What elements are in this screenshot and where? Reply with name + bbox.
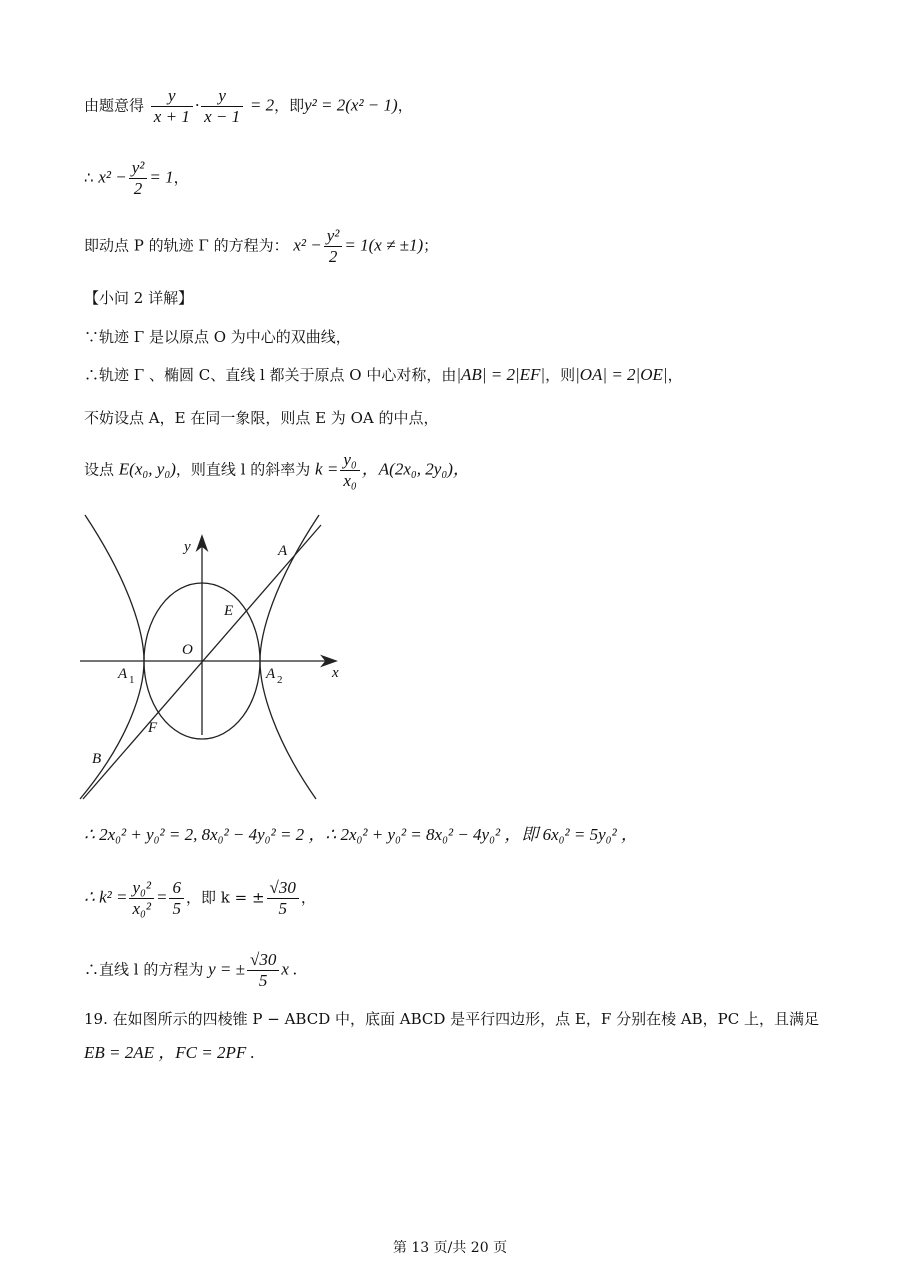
page-footer: 第 13 页/共 20 页 bbox=[392, 1240, 508, 1256]
denominator: 2 bbox=[133, 179, 143, 198]
equation: ∴ k² = bbox=[84, 887, 128, 907]
label-a2: A bbox=[266, 666, 276, 682]
hyperbola-ellipse-figure bbox=[78, 513, 348, 805]
solution2-line2 bbox=[84, 364, 683, 386]
solution1-line2 bbox=[84, 158, 189, 199]
label-a: A bbox=[278, 543, 288, 559]
equation: y = ± bbox=[208, 959, 245, 979]
text: ； bbox=[423, 236, 439, 255]
fraction bbox=[169, 878, 184, 919]
text: 由题意得 bbox=[84, 96, 145, 115]
text: ，则 bbox=[545, 366, 576, 384]
equation: = 2 bbox=[249, 95, 275, 115]
solution2-line7 bbox=[84, 950, 297, 991]
equation: = 1(x ≠ ±1) bbox=[344, 235, 424, 255]
equation: |AB| = 2|EF| bbox=[456, 365, 546, 384]
point-e: E(x₀, y₀) bbox=[118, 459, 176, 479]
text: ， bbox=[173, 168, 189, 187]
text: ∴直线 l 的方程为 bbox=[84, 960, 204, 979]
equation: x² − bbox=[293, 235, 322, 255]
solution2-line4 bbox=[84, 450, 470, 491]
denominator: x₀ bbox=[343, 471, 357, 490]
part2-header: 【小问 2 详解】 bbox=[84, 289, 194, 307]
equation: = 1 bbox=[149, 167, 174, 187]
denominator: x + 1 bbox=[153, 107, 190, 126]
equation: EB = 2AE ，FC = 2PF . bbox=[84, 1043, 255, 1062]
fraction bbox=[324, 226, 343, 267]
label-y: y bbox=[184, 539, 191, 555]
numerator: y bbox=[201, 86, 243, 107]
text: 即动点 P 的轨迹 Γ 的方程为： bbox=[84, 236, 289, 255]
solution2-line6 bbox=[84, 878, 316, 919]
fraction bbox=[129, 158, 148, 199]
equation: ∴ 2x₀² + y₀² = 2, 8x₀² − 4y₀² = 2 ，∴ 2x₀² + y₀² = 8x₀² − 4y₀² ，即 6x₀² = 5y₀² ， bbox=[84, 825, 638, 844]
denominator: x − 1 bbox=[204, 107, 241, 126]
label-e: E bbox=[224, 603, 234, 619]
solution2-line3: 不妨设点 A，E 在同一象限，则点 E 为 OA 的中点， bbox=[84, 409, 439, 427]
equation: x . bbox=[281, 959, 298, 979]
numerator: √30 bbox=[247, 950, 279, 971]
numerator: 6 bbox=[169, 878, 184, 899]
text: ∴轨迹 Γ 、椭圆 C、直线 l 都关于原点 O 中心对称，由 bbox=[84, 366, 457, 384]
fraction bbox=[151, 86, 193, 127]
equation: x² − bbox=[98, 167, 127, 187]
label-a2-sub: 2 bbox=[277, 674, 283, 686]
label-a1-sub: 1 bbox=[129, 674, 135, 686]
hyperbola-right-branch bbox=[260, 515, 319, 799]
fraction bbox=[340, 450, 359, 491]
equation: |OA| = 2|OE| bbox=[575, 365, 668, 384]
fraction bbox=[201, 86, 243, 127]
label-b: B bbox=[92, 751, 102, 767]
solution2-line1: ∵轨迹 Γ 是以原点 O 为中心的双曲线， bbox=[84, 328, 351, 346]
hyperbola-left-branch bbox=[80, 515, 144, 799]
numerator: √30 bbox=[267, 878, 299, 899]
fraction bbox=[129, 878, 154, 919]
solution1-line3 bbox=[84, 226, 438, 267]
equation: k = bbox=[315, 459, 339, 479]
label-x: x bbox=[332, 665, 339, 681]
numerator: y bbox=[151, 86, 193, 107]
denominator: 5 bbox=[278, 899, 287, 918]
fraction bbox=[267, 878, 299, 919]
fraction bbox=[247, 950, 279, 991]
text: ，则直线 l 的斜率为 bbox=[175, 460, 311, 479]
text: ， bbox=[300, 888, 316, 907]
denominator: 5 bbox=[258, 971, 268, 990]
numerator: y₀² bbox=[129, 878, 154, 899]
text: ，即 bbox=[274, 96, 305, 115]
denominator: 2 bbox=[328, 247, 338, 266]
point-a: ，A(2x₀, 2y₀)， bbox=[361, 459, 470, 479]
equation: = bbox=[156, 887, 168, 907]
text: ，即 k = ± bbox=[185, 888, 265, 907]
solution1-line1: 由题意得 $\frac{y}{x + 1}$ · $\frac{y}{x - 1}$ = 2，即y² = 2(x² − 1)， bbox=[84, 86, 413, 126]
problem19-line2 bbox=[84, 1042, 255, 1064]
equation: y² = 2(x² − 1) bbox=[304, 95, 398, 115]
text: ， bbox=[667, 366, 683, 384]
numerator: y² bbox=[129, 158, 148, 179]
text: ， bbox=[397, 96, 413, 115]
denominator: x₀² bbox=[132, 899, 151, 918]
text: 设点 bbox=[84, 460, 115, 479]
denominator: 5 bbox=[172, 899, 181, 918]
numerator: y² bbox=[324, 226, 343, 247]
therefore-symbol: ∴ bbox=[84, 168, 94, 187]
problem19-line1: 19. 在如图所示的四棱锥 P − ABCD 中，底面 ABCD 是平行四边形，点 E，F 分别在棱 AB，PC 上，且满足 bbox=[84, 1010, 820, 1028]
label-f: F bbox=[148, 720, 158, 736]
numerator: y₀ bbox=[340, 450, 359, 471]
label-o: O bbox=[182, 642, 193, 658]
label-a1: A bbox=[118, 666, 128, 682]
solution2-line5 bbox=[84, 824, 638, 846]
